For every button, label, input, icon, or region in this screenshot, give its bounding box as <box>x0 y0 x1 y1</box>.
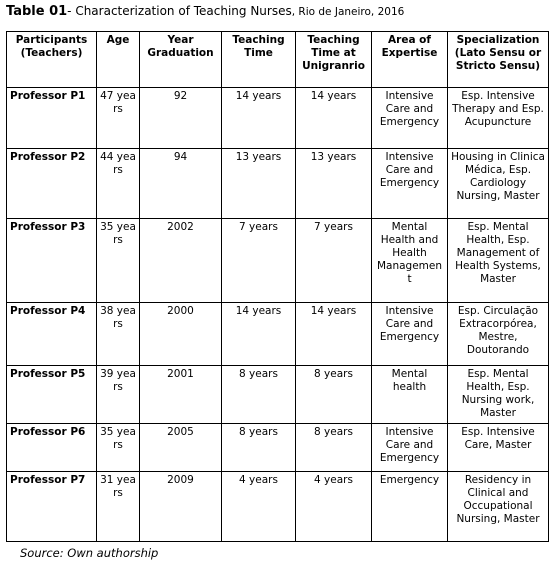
specialization-cell: Esp. Circulação Extracorpórea, Mestre, Doutorando <box>448 303 549 366</box>
table-source-note: Source: Own authorship <box>20 546 159 560</box>
participant-cell: Professor P1 <box>7 88 97 149</box>
column-header-area-of-expertise: Area of Expertise <box>372 32 448 88</box>
year-graduation-cell: 94 <box>140 149 222 219</box>
area-of-expertise-cell: Intensive Care and Emergency <box>372 149 448 219</box>
area-of-expertise-cell: Mental Health and Health Management <box>372 219 448 303</box>
table-caption-title: - Characterization of Teaching Nurses <box>67 4 292 18</box>
teaching-time-unigranrio-cell: 14 years <box>296 88 372 149</box>
column-header-age: Age <box>97 32 140 88</box>
column-header-teaching-time: Teaching Time <box>222 32 296 88</box>
year-graduation-cell: 2009 <box>140 472 222 542</box>
table-row <box>7 424 549 472</box>
column-header-year-graduation: Year Graduation <box>140 32 222 88</box>
age-cell: 44 years <box>97 149 140 219</box>
year-graduation-cell: 2002 <box>140 219 222 303</box>
year-graduation-cell: 2005 <box>140 424 222 472</box>
area-of-expertise-cell: Mental health <box>372 366 448 424</box>
year-graduation-cell: 2000 <box>140 303 222 366</box>
table-row <box>7 219 549 303</box>
column-header-teaching-time-unigranrio: Teaching Time at Unigranrio <box>296 32 372 88</box>
age-cell: 35 years <box>97 424 140 472</box>
participant-cell: Professor P6 <box>7 424 97 472</box>
participant-cell: Professor P5 <box>7 366 97 424</box>
area-of-expertise-cell: Intensive Care and Emergency <box>372 303 448 366</box>
teaching-time-unigranrio-cell: 8 years <box>296 366 372 424</box>
specialization-cell: Esp. Intensive Care, Master <box>448 424 549 472</box>
participant-cell: Professor P3 <box>7 219 97 303</box>
participant-cell: Professor P2 <box>7 149 97 219</box>
table-header-row <box>7 32 549 88</box>
age-cell: 35 years <box>97 219 140 303</box>
table-row <box>7 88 549 149</box>
table-caption-label: Table 01 <box>6 4 68 19</box>
specialization-cell: Esp. Mental Health, Esp. Nursing work, Master <box>448 366 549 424</box>
age-cell: 39 years <box>97 366 140 424</box>
participant-cell: Professor P4 <box>7 303 97 366</box>
teaching-time-cell: 8 years <box>222 366 296 424</box>
teaching-time-unigranrio-cell: 14 years <box>296 303 372 366</box>
column-header-specialization: Specialization (Lato Sensu or Stricto Sensu) <box>448 32 549 88</box>
teaching-time-cell: 14 years <box>222 303 296 366</box>
table-row <box>7 366 549 424</box>
teaching-time-cell: 8 years <box>222 424 296 472</box>
teaching-time-unigranrio-cell: 4 years <box>296 472 372 542</box>
teaching-time-cell: 14 years <box>222 88 296 149</box>
area-of-expertise-cell: Emergency <box>372 472 448 542</box>
participant-cell: Professor P7 <box>7 472 97 542</box>
teaching-time-unigranrio-cell: 13 years <box>296 149 372 219</box>
area-of-expertise-cell: Intensive Care and Emergency <box>372 424 448 472</box>
teaching-time-cell: 13 years <box>222 149 296 219</box>
area-of-expertise-cell: Intensive Care and Emergency <box>372 88 448 149</box>
teaching-time-unigranrio-cell: 8 years <box>296 424 372 472</box>
teaching-time-cell: 4 years <box>222 472 296 542</box>
year-graduation-cell: 2001 <box>140 366 222 424</box>
table-row <box>7 472 549 542</box>
age-cell: 38 years <box>97 303 140 366</box>
teaching-time-cell: 7 years <box>222 219 296 303</box>
table-caption <box>6 4 404 19</box>
teachers-table <box>6 31 549 542</box>
table-caption-place: , Rio de Janeiro, 2016 <box>291 6 405 18</box>
year-graduation-cell: 92 <box>140 88 222 149</box>
teaching-time-unigranrio-cell: 7 years <box>296 219 372 303</box>
table-row <box>7 149 549 219</box>
specialization-cell: Esp. Intensive Therapy and Esp. Acupuncture <box>448 88 549 149</box>
table-row <box>7 303 549 366</box>
age-cell: 47 years <box>97 88 140 149</box>
specialization-cell: Esp. Mental Health, Esp. Management of Health Systems, Master <box>448 219 549 303</box>
column-header-participants: Participants (Teachers) <box>7 32 97 88</box>
age-cell: 31 years <box>97 472 140 542</box>
specialization-cell: Residency in Clinical and Occupational Nursing, Master <box>448 472 549 542</box>
specialization-cell: Housing in Clinica Médica, Esp. Cardiology Nursing, Master <box>448 149 549 219</box>
